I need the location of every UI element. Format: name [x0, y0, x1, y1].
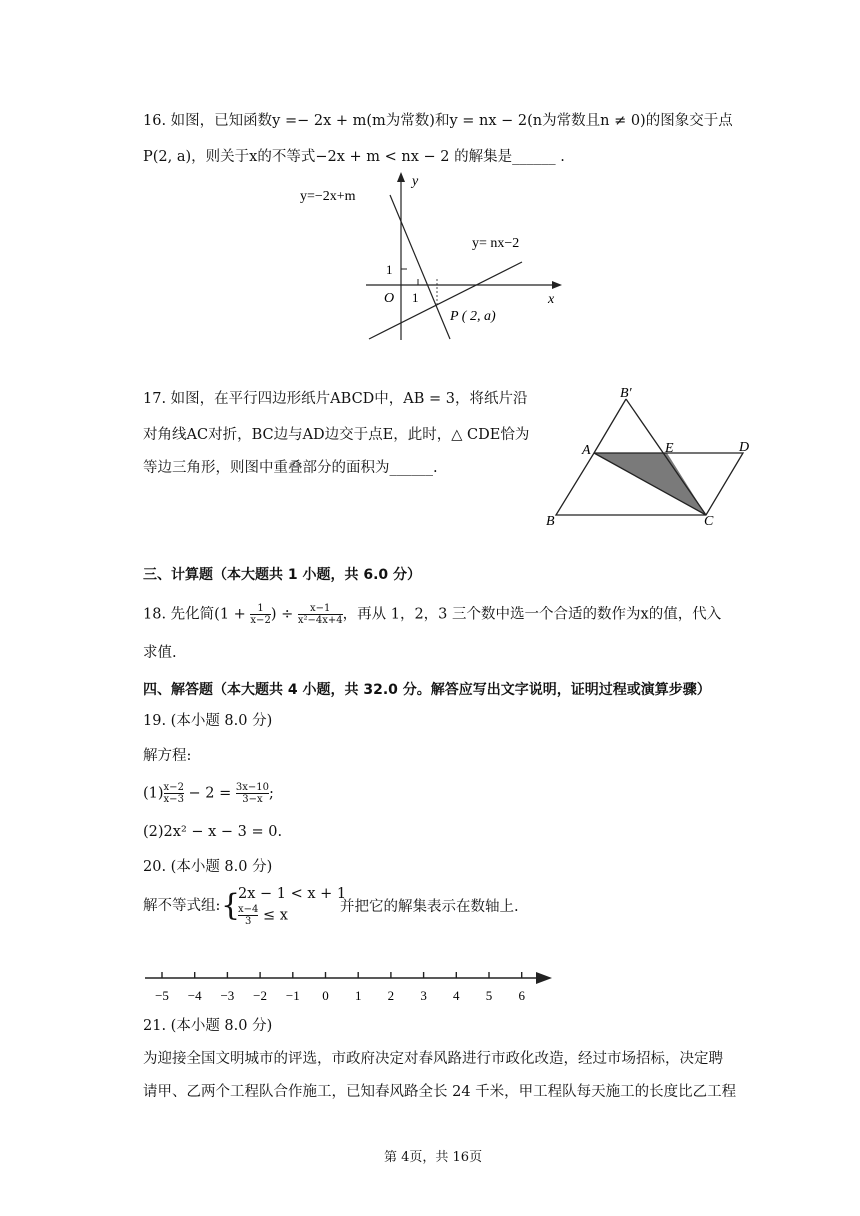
- q18-line2: 求值.: [143, 645, 177, 661]
- section-4-heading: 四、解答题（本大题共 4 小题，共 32.0 分。解答应写出文字说明，证明过程或演算步骤）: [143, 682, 711, 698]
- number-line-label: −2: [253, 988, 268, 1003]
- tick-y-1: 1: [386, 262, 393, 277]
- number-line-label: −1: [285, 988, 300, 1003]
- q21-line1: 为迎接全国文明城市的评选，市政府决定对春风路进行市政化改造，经过市场招标，决定聘: [143, 1051, 723, 1067]
- q21-head: 21. (本小题 8.0 分): [143, 1018, 273, 1034]
- tick-x-1: 1: [412, 290, 419, 305]
- q20-prefix: 解不等式组:: [143, 898, 221, 914]
- number-line-label: −4: [187, 988, 202, 1003]
- q17-line2: 对角线AC对折，BC边与AD边交于点E，此时，△ CDE恰为: [143, 427, 530, 443]
- number-line-label: 1: [354, 988, 362, 1003]
- q17-line3: 等边三角形，则图中重叠部分的面积为______.: [143, 460, 438, 476]
- origin-label: O: [384, 291, 395, 306]
- x-axis-arrow: [552, 281, 562, 289]
- line-y-neg2x-m: [390, 195, 450, 339]
- q17-figure: [540, 384, 760, 532]
- point-p-label: P ( 2, a): [450, 309, 496, 324]
- q20-head: 20. (本小题 8.0 分): [143, 859, 273, 875]
- number-line-label: 0: [322, 988, 329, 1003]
- svg-text:D: D: [739, 440, 750, 455]
- q20-number-line: [140, 966, 560, 1006]
- svg-text:B: B: [546, 514, 555, 529]
- q18-line1: 18. 先化简(1 + $\frac{1}{x-2}$ ) ÷ $\frac{x-1}{\text{x²−4x+4}}$ ，再从 1，2，3 三个数中选一个合适的数作为x的值，代入: [143, 603, 722, 626]
- q16-line2: P(2, a)，则关于x的不等式−2x + m < nx − 2 的解集是______ .: [143, 149, 565, 165]
- q19-intro: 解方程:: [143, 748, 192, 764]
- svg-text:A: A: [582, 443, 591, 458]
- number-line-label: 2: [387, 988, 395, 1003]
- q21-line2: 请甲、乙两个工程队合作施工，已知春风路全长 24 千米，甲工程队每天施工的长度比乙工程: [143, 1084, 737, 1100]
- number-line-arrow: [536, 972, 552, 984]
- svg-text:C: C: [704, 514, 714, 529]
- page-footer: 第 4页，共 16页: [384, 1150, 483, 1165]
- q20-ineq1: 2x − 1 < x + 1: [238, 886, 347, 902]
- label-line1: y=−2x+m: [300, 189, 356, 204]
- number-line-label: 3: [420, 988, 427, 1003]
- svg-text:E: E: [665, 441, 674, 456]
- axis-y-label: y: [412, 174, 419, 189]
- label-line2: y= nx−2: [472, 236, 520, 251]
- number-line-label: 5: [485, 988, 493, 1003]
- number-line-label: 4: [453, 988, 460, 1003]
- svg-text:B′: B′: [620, 386, 632, 401]
- q20-suffix: 并把它的解集表示在数轴上.: [340, 899, 519, 915]
- q16-line1: 16. 如图，已知函数y =− 2x + m(m为常数)和y = nx − 2(n为常数且n ≠ 0)的图象交于点: [143, 113, 733, 129]
- q19-part2: (2)2x² − x − 3 = 0.: [143, 824, 283, 840]
- q17-line1: 17. 如图，在平行四边形纸片ABCD中，AB = 3，将纸片沿: [143, 391, 528, 407]
- number-line-label: −3: [220, 988, 235, 1003]
- number-line-label: 6: [518, 988, 525, 1003]
- q19-part1: (1) $\frac{x-2}{x-3}$ − 2 = $\frac{3x-10}{3-x}$ ;: [143, 782, 274, 805]
- axis-x-label: x: [548, 292, 555, 307]
- q20-ineq2: $\frac{x-4}{3}$ ≤ x: [238, 904, 288, 927]
- q16-graph: [290, 168, 570, 348]
- section-3-heading: 三、计算题（本大题共 1 小题，共 6.0 分）: [143, 567, 422, 583]
- q19-head: 19. (本小题 8.0 分): [143, 713, 273, 729]
- number-line-label: −5: [155, 988, 169, 1003]
- y-axis-arrow: [397, 172, 405, 182]
- brace: {: [221, 888, 241, 923]
